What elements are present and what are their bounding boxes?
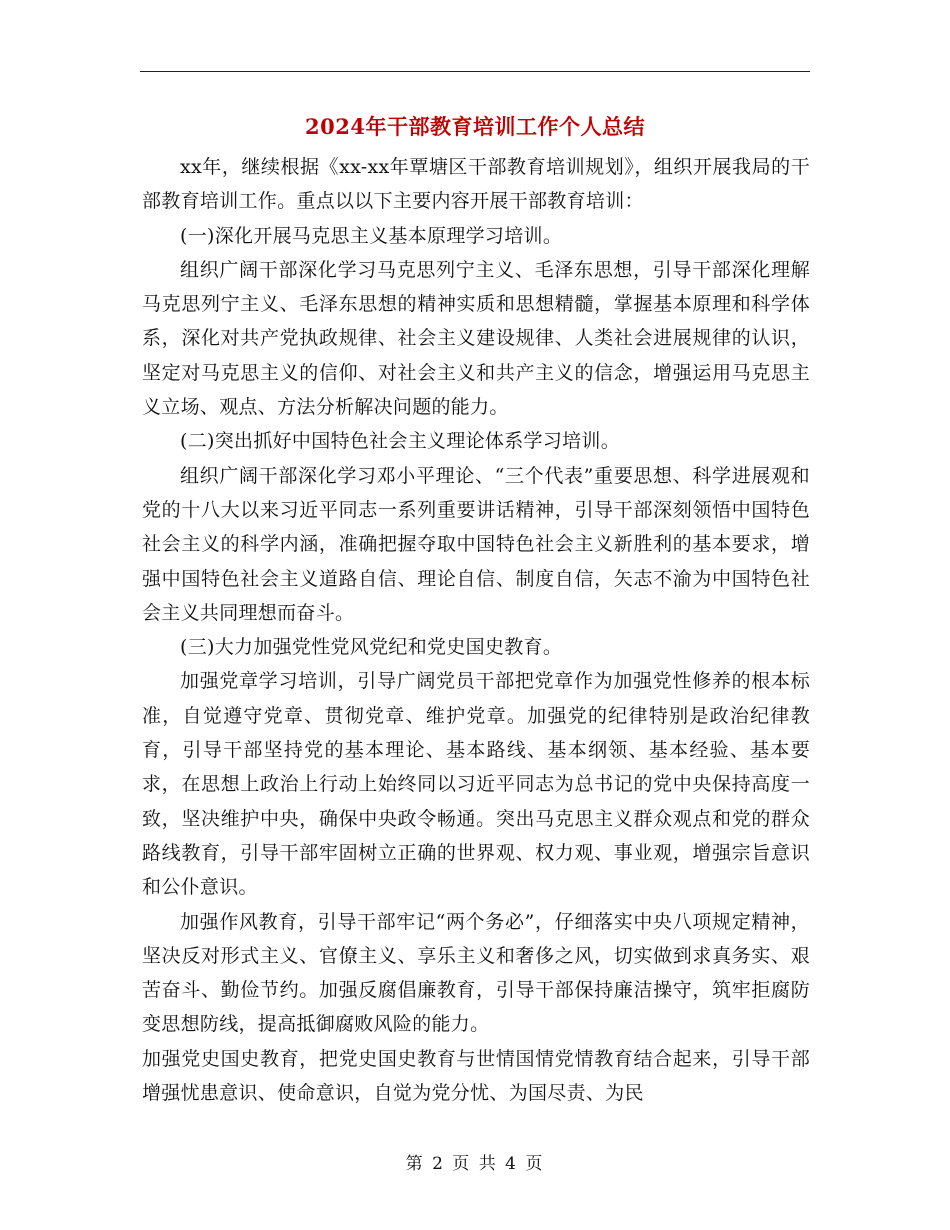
section-heading-3: (三)大力加强党性党风党纪和党史国史教育。 (180, 636, 563, 659)
paragraph-intro: xx年，继续根据《xx-xx年覃塘区干部教育培训规划》，组织开展我局的干部教育培训工作。重点以以下主要内容开展干部教育培训： (142, 156, 810, 213)
section-heading-1: (一)深化开展马克思主义基本原理学习培训。 (180, 224, 563, 247)
paragraph-section-3b: 加强作风教育，引导干部牢记“两个务必”，仔细落实中央八项规定精神，坚决反对形式主义、官僚主义、享乐主义和奢侈之风，切实做到求真务实、艰苦奋斗、勤俭节约。加强反腐倡廉教育，引导干部保持廉洁操守，筑牢拒腐防变思想防线，提高抵御腐败风险的能力。 (142, 910, 810, 1036)
document-body (142, 150, 810, 1110)
paragraph-section-3c: 加强党史国史教育，把党史国史教育与世情国情党情教育结合起来，引导干部增强忧患意识、使命意识，自觉为党分忧、为国尽责、为民 (142, 1047, 810, 1105)
paragraph-section-3a: 加强党章学习培训，引导广阔党员干部把党章作为加强党性修养的根本标准，自觉遵守党章、贯彻党章、维护党章。加强党的纪律特别是政治纪律教育，引导干部坚持党的基本理论、基本路线、基本纲领、基本经验、基本要求，在思想上政治上行动上始终同以习近平同志为总书记的党中央保持高度一致，坚决维护中央，确保中央政令畅通。突出马克思主义群众观点和党的群众路线教育，引导干部牢固树立正确的世界观、权力观、事业观，增强宗旨意识和公仆意识。 (142, 670, 810, 899)
paragraph-section-1: 组织广阔干部深化学习马克思列宁主义、毛泽东思想，引导干部深化理解马克思列宁主义、毛泽东思想的精神实质和思想精髓，掌握基本原理和科学体系，深化对共产党执政规律、社会主义建设规律、人类社会进展规律的认识，坚定对马克思主义的信仰、对社会主义和共产主义的信念，增强运用马克思主义立场、观点、方法分析解决问题的能力。 (142, 258, 810, 419)
paragraph-section-2: 组织广阔干部深化学习邓小平理论、“三个代表”重要思想、科学进展观和党的十八大以来习近平同志一系列重要讲话精神，引导干部深刻领悟中国特色社会主义的科学内涵，准确把握夺取中国特色社会主义新胜利的基本要求，增强中国特色社会主义道路自信、理论自信、制度自信，矢志不渝为中国特色社会主义共同理想而奋斗。 (142, 464, 810, 624)
header-rule (140, 71, 810, 72)
section-heading-2: (二)突出抓好中国特色社会主义理论体系学习培训。 (180, 430, 621, 453)
page-number: 第 2 页 共 4 页 (405, 1154, 545, 1174)
document-title: 2024年干部教育培训工作个人总结 (305, 114, 645, 139)
